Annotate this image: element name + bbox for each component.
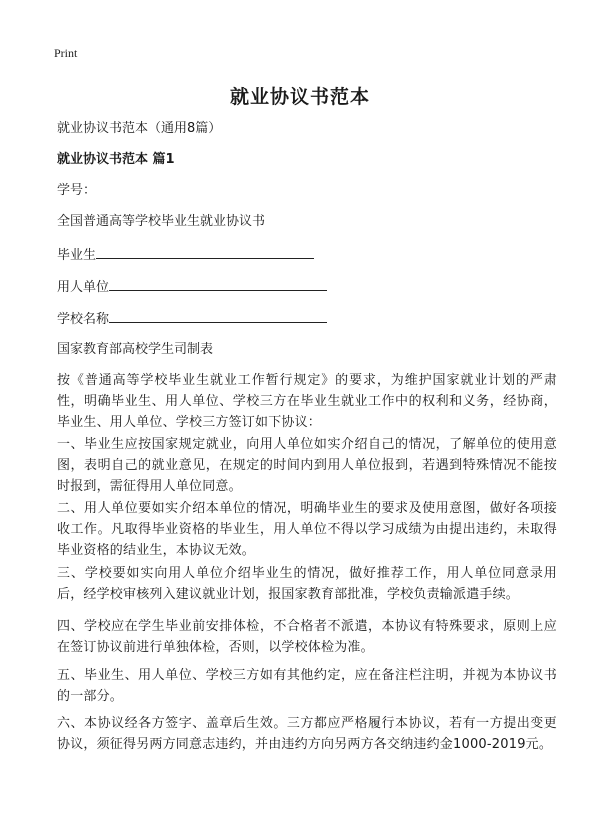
employer-label: 用人单位 (57, 280, 110, 295)
clause-2: 二、用人单位要如实介绍本单位的情况，明确毕业生的要求及使用意图，做好各项接收工作。凡取得毕业资格的毕业生，用人单位不得以学习成绩为由提出违约，未取得毕业资格的结业生，本协议无效。 (57, 501, 557, 558)
employer-blank (109, 276, 327, 291)
print-link[interactable]: Print (54, 46, 78, 60)
employer-field (57, 276, 327, 298)
graduate-label: 毕业生 (57, 248, 97, 263)
graduate-blank (96, 244, 314, 259)
school-field (57, 308, 327, 330)
clause-5: 五、毕业生、用人单位、学校三方如有其他约定，应在备注栏注明，并视为本协议书的一部分。 (57, 668, 557, 704)
agreement-name: 全国普通高等学校毕业生就业协议书 (57, 214, 266, 229)
document-subtitle: 就业协议书范本（通用8篇） (57, 121, 222, 136)
student-number-label: 学号： (57, 183, 97, 198)
document-title: 就业协议书范本 (229, 86, 370, 108)
clause-4: 四、学校应在学生毕业前安排体检，不合格者不派遣，本协议有特殊要求，原则上应在签订协议前进行单独体检，否则，以学校体检为准。 (57, 619, 557, 655)
section-heading: 就业协议书范本 篇1 (57, 152, 175, 167)
clause-3: 三、学校要如实向用人单位介绍毕业生的情况，做好推荐工作，用人单位同意录用后，经学校审核列入建议就业计划，报国家教育部批准，学校负责输派遣手续。 (57, 566, 557, 602)
issuer-line: 国家教育部高校学生司制表 (57, 342, 214, 357)
school-label: 学校名称 (57, 312, 110, 327)
clause-6: 六、本协议经各方签字、盖章后生效。三方都应严格履行本协议，若有一方提出变更协议，须征得另两方同意志违约，并由违约方向另两方各交纳违约金1000-2019元。 (57, 716, 557, 752)
school-blank (109, 308, 327, 323)
clause-1: 一、毕业生应按国家规定就业，向用人单位如实介绍自己的情况，了解单位的使用意图，表明自己的就业意见，在规定的时间内到用人单位报到，若遇到特殊情况不能按时报到，需征得用人单位同意。 (57, 437, 557, 494)
intro-paragraph: 按《普通高等学校毕业生就业工作暂行规定》的要求，为维护国家就业计划的严肃性，明确毕业生、用人单位、学校三方在毕业生就业工作中的权利和义务，经协商，毕业生、用人单位、学校三方签订如下协议： (57, 373, 557, 430)
graduate-field (57, 244, 314, 266)
